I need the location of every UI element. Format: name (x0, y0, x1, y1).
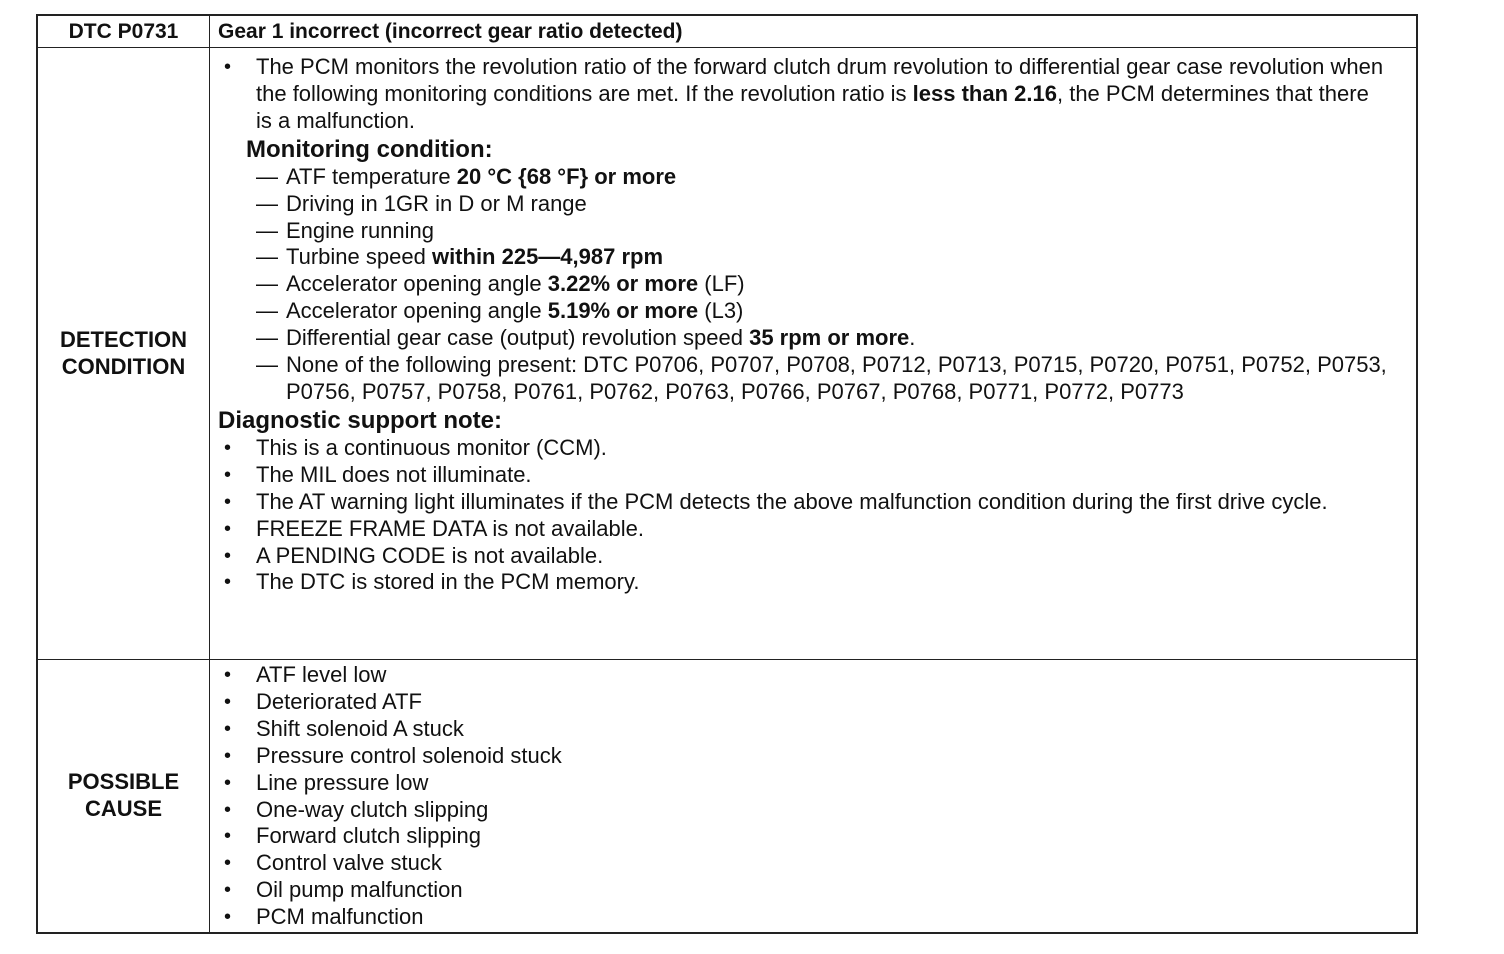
condition-text: Engine running (286, 217, 435, 243)
dash-mark: — (256, 244, 278, 270)
support-note-item: • A PENDING CODE is not available. (218, 543, 1390, 570)
monitoring-condition-item (218, 298, 1390, 325)
support-note-item: • The MIL does not illuminate. (218, 462, 1390, 489)
condition-tail: (L3) (698, 298, 744, 324)
section-divider (38, 659, 1416, 660)
condition-value: 20 °C {68 °F} or more (456, 163, 677, 189)
intro-paragraph: • The PCM monitors the revolution ratio of the forward clutch drum revolution to differential gear case revolution when the following monitoring conditions are met. If the revolution ratio is less than 2.16, the PCM determines that there is a malfunction. (218, 54, 1390, 135)
detection-content (218, 54, 1390, 596)
monitoring-condition-item (218, 191, 1390, 218)
detection-label-line2: CONDITION (61, 354, 186, 379)
support-note-item: • This is a continuous monitor (CCM). (218, 435, 1390, 462)
dtc-table (36, 14, 1418, 934)
condition-text: Accelerator opening angle (286, 271, 548, 297)
dtc-title: Gear 1 incorrect (incorrect gear ratio detected) (218, 20, 683, 43)
condition-value: 3.22% or more (547, 271, 699, 297)
dash-mark: — (256, 271, 278, 297)
dash-mark: — (256, 298, 278, 324)
monitoring-condition-item (218, 325, 1390, 352)
detection-label-line1: DETECTION (59, 327, 188, 352)
cause-item: • Shift solenoid A stuck (218, 716, 1390, 743)
condition-value: within 225—4,987 rpm (431, 244, 664, 270)
cause-item: • Control valve stuck (218, 850, 1390, 877)
cause-item: • ATF level low (218, 662, 1390, 689)
condition-value: 5.19% or more (547, 298, 699, 324)
cause-item: • Deteriorated ATF (218, 689, 1390, 716)
cause-label-line1: POSSIBLE (67, 769, 180, 794)
cause-item: • Forward clutch slipping (218, 823, 1390, 850)
cause-item: • Line pressure low (218, 770, 1390, 797)
dash-mark: — (256, 217, 278, 243)
condition-text: Driving in 1GR in D or M range (286, 190, 587, 216)
monitoring-heading: Monitoring condition: (246, 135, 493, 163)
cause-item: • PCM malfunction (218, 904, 1390, 931)
cause-item: • Oil pump malfunction (218, 877, 1390, 904)
condition-tail: . (909, 325, 916, 351)
monitoring-condition-item (218, 244, 1390, 271)
cause-item: • One-way clutch slipping (218, 797, 1390, 824)
dash-mark: — (256, 325, 278, 351)
condition-tail: (LF) (698, 271, 745, 297)
monitoring-condition-item (218, 271, 1390, 298)
monitoring-condition-item (218, 164, 1390, 191)
condition-text: ATF temperature (286, 163, 457, 189)
support-note-item: • FREEZE FRAME DATA is not available. (218, 516, 1390, 543)
header-divider (38, 47, 1416, 48)
condition-text: Turbine speed (286, 244, 432, 270)
condition-text: Accelerator opening angle (286, 298, 548, 324)
possible-cause-label (38, 768, 209, 822)
cause-content (218, 662, 1390, 931)
support-note-item: • The DTC is stored in the PCM memory. (218, 569, 1390, 596)
support-notes-list (218, 435, 1390, 596)
condition-value: 35 rpm or more (749, 325, 910, 351)
dash-mark: — (256, 352, 278, 378)
condition-text: Differential gear case (output) revolution speed (286, 325, 750, 351)
dtc-code: DTC P0731 (68, 20, 179, 43)
dash-mark: — (256, 163, 278, 189)
dash-mark: — (256, 190, 278, 216)
detection-condition-label (38, 326, 209, 380)
cause-item: • Pressure control solenoid stuck (218, 743, 1390, 770)
support-note-item: • The AT warning light illuminates if the PCM detects the above malfunction condition during the first drive cycle. (218, 489, 1390, 516)
cause-label-line2: CAUSE (84, 796, 162, 821)
monitoring-conditions-list (218, 164, 1390, 406)
monitoring-condition-item (218, 352, 1390, 406)
cause-list (218, 662, 1390, 931)
monitoring-condition-item (218, 218, 1390, 245)
support-heading: Diagnostic support note: (218, 406, 502, 434)
condition-text: None of the following present: DTC P0706, P0707, P0708, P0712, P0713, P0715, P0720, P0751, P0752, P0753, P0756, P0757, P0758, P0761, P0762, P0763, P0766, P0767, P0768, P0771, P0772, P0773 (286, 352, 1387, 404)
column-divider (209, 16, 210, 932)
